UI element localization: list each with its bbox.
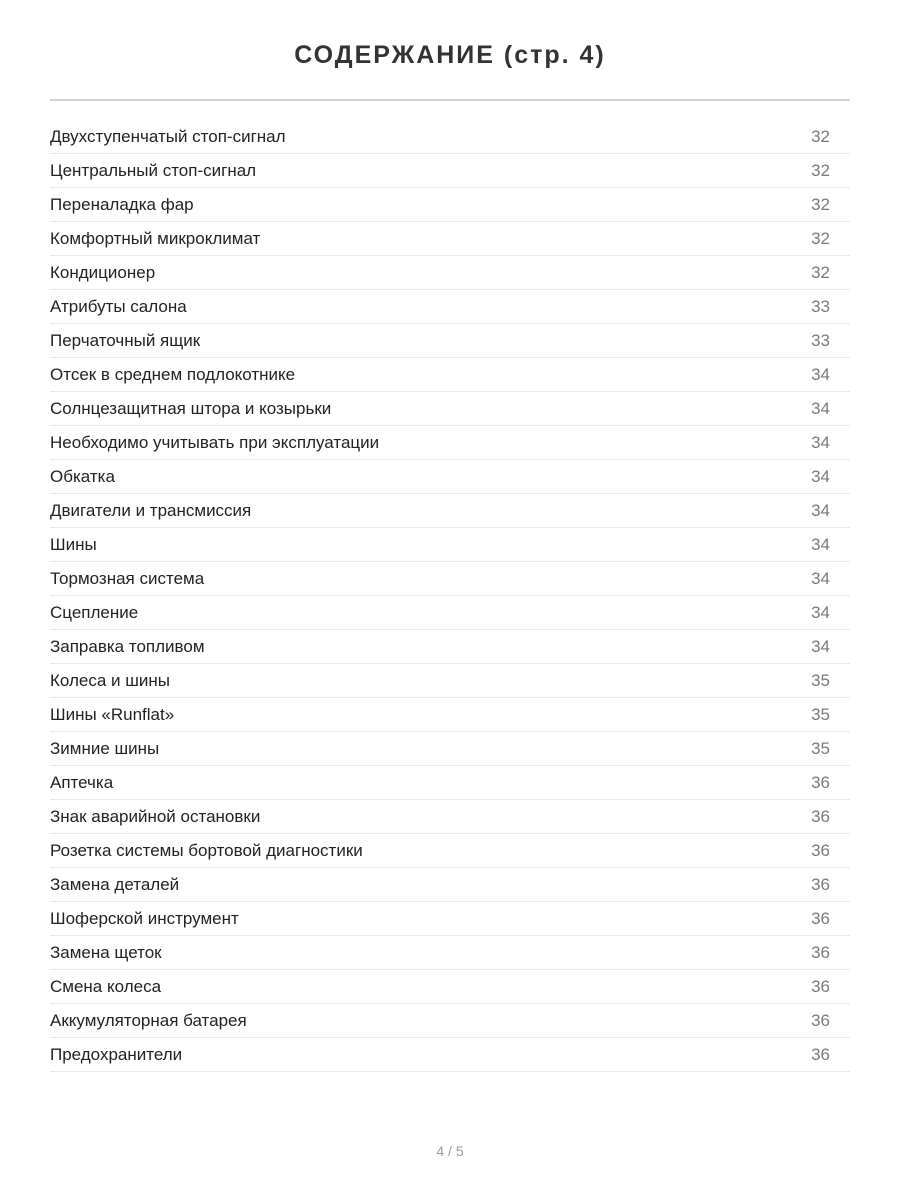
toc-entry-page-number: 32 [811, 194, 830, 214]
toc-entry[interactable] [50, 766, 850, 800]
toc-entry-page-number: 35 [811, 738, 830, 758]
toc-entry-label: Переналадка фар [50, 194, 194, 214]
toc-entry-page-number: 32 [811, 262, 830, 282]
toc-entry-label: Знак аварийной остановки [50, 806, 261, 826]
toc-entry-label: Замена деталей [50, 874, 180, 894]
toc-entry[interactable] [50, 902, 850, 936]
toc-entry[interactable] [50, 1004, 850, 1038]
toc-entry[interactable] [50, 426, 850, 460]
toc-entry[interactable] [50, 834, 850, 868]
toc-entry[interactable] [50, 154, 850, 188]
toc-entry-label: Солнцезащитная штора и козырьки [50, 398, 332, 418]
toc-entry-label: Аптечка [50, 772, 114, 792]
page-indicator: 4 / 5 [436, 1143, 464, 1159]
toc-entry-label: Зимние шины [50, 738, 160, 758]
toc-entry-label: Тормозная система [50, 568, 205, 588]
toc-list [50, 120, 850, 1072]
toc-entry[interactable] [50, 936, 850, 970]
toc-entry[interactable] [50, 970, 850, 1004]
toc-entry[interactable] [50, 800, 850, 834]
toc-entry-page-number: 36 [811, 976, 830, 996]
toc-entry[interactable] [50, 290, 850, 324]
toc-entry[interactable] [50, 698, 850, 732]
toc-entry-page-number: 36 [811, 806, 830, 826]
title-divider [50, 99, 850, 101]
toc-entry-page-number: 36 [811, 772, 830, 792]
toc-entry[interactable] [50, 562, 850, 596]
toc-entry-page-number: 32 [811, 160, 830, 180]
toc-entry-label: Двигатели и трансмиссия [50, 500, 252, 520]
toc-entry-page-number: 34 [811, 500, 830, 520]
toc-entry[interactable] [50, 664, 850, 698]
toc-entry-page-number: 34 [811, 364, 830, 384]
toc-entry[interactable] [50, 392, 850, 426]
toc-entry[interactable] [50, 188, 850, 222]
toc-entry[interactable] [50, 1038, 850, 1072]
toc-entry-label: Обкатка [50, 466, 115, 486]
toc-entry[interactable] [50, 256, 850, 290]
toc-entry-label: Заправка топливом [50, 636, 205, 656]
toc-entry[interactable] [50, 732, 850, 766]
toc-entry-label: Сцепление [50, 602, 139, 622]
toc-entry-label: Колеса и шины [50, 670, 170, 690]
toc-entry-label: Атрибуты салона [50, 296, 187, 316]
toc-entry-label: Предохранители [50, 1044, 183, 1064]
toc-entry-page-number: 36 [811, 840, 830, 860]
toc-entry[interactable] [50, 222, 850, 256]
toc-entry[interactable] [50, 494, 850, 528]
toc-entry-page-number: 34 [811, 398, 830, 418]
toc-entry-label: Шины «Runflat» [50, 704, 175, 724]
toc-entry-page-number: 34 [811, 466, 830, 486]
toc-entry-label: Смена колеса [50, 976, 162, 996]
toc-entry-label: Необходимо учитывать при эксплуатации [50, 432, 380, 452]
toc-entry[interactable] [50, 630, 850, 664]
toc-entry[interactable] [50, 596, 850, 630]
toc-entry-page-number: 34 [811, 432, 830, 452]
toc-entry-page-number: 33 [811, 330, 830, 350]
toc-entry-label: Аккумуляторная батарея [50, 1010, 247, 1030]
toc-entry-page-number: 36 [811, 874, 830, 894]
toc-entry-page-number: 32 [811, 126, 830, 146]
toc-entry-page-number: 34 [811, 534, 830, 554]
page-title: СОДЕРЖАНИЕ (стр. 4) [294, 41, 606, 69]
toc-entry-page-number: 35 [811, 670, 830, 690]
toc-entry-label: Двухступенчатый стоп-сигнал [50, 126, 286, 146]
toc-entry-page-number: 34 [811, 602, 830, 622]
toc-entry[interactable] [50, 460, 850, 494]
toc-entry-page-number: 33 [811, 296, 830, 316]
toc-entry-label: Кондиционер [50, 262, 156, 282]
toc-entry[interactable] [50, 868, 850, 902]
toc-entry-page-number: 35 [811, 704, 830, 724]
toc-entry[interactable] [50, 358, 850, 392]
toc-entry-label: Центральный стоп-сигнал [50, 160, 257, 180]
toc-entry-page-number: 36 [811, 908, 830, 928]
toc-entry-label: Замена щеток [50, 942, 162, 962]
toc-entry[interactable] [50, 120, 850, 154]
toc-entry-label: Шины [50, 534, 97, 554]
toc-entry-page-number: 36 [811, 942, 830, 962]
toc-entry-label: Комфортный микроклимат [50, 228, 261, 248]
toc-entry[interactable] [50, 324, 850, 358]
toc-entry-page-number: 32 [811, 228, 830, 248]
toc-entry-label: Отсек в среднем подлокотнике [50, 364, 296, 384]
toc-entry-page-number: 36 [811, 1044, 830, 1064]
toc-entry-page-number: 36 [811, 1010, 830, 1030]
toc-entry-page-number: 34 [811, 568, 830, 588]
toc-entry-label: Перчаточный ящик [50, 330, 201, 350]
toc-entry-label: Шоферской инструмент [50, 908, 239, 928]
toc-entry-page-number: 34 [811, 636, 830, 656]
toc-entry-label: Розетка системы бортовой диагностики [50, 840, 363, 860]
toc-entry[interactable] [50, 528, 850, 562]
